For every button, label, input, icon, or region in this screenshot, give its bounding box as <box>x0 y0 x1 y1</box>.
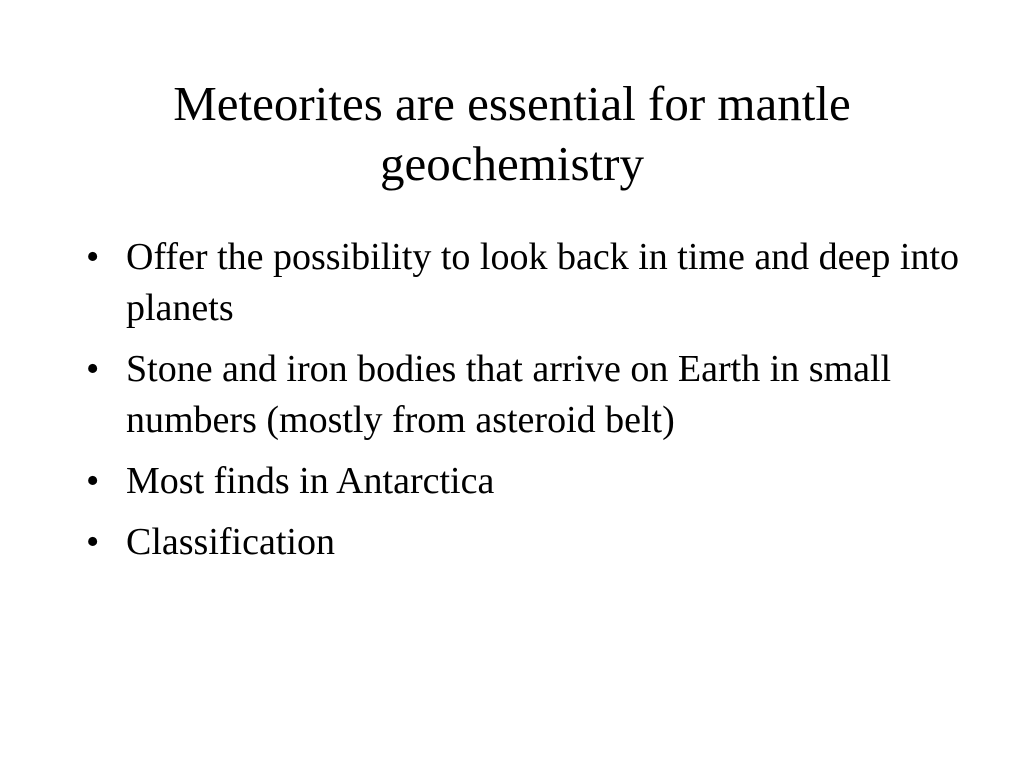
bullet-dot-icon: • <box>86 348 100 390</box>
bullet-dot-icon: • <box>86 521 100 563</box>
bullet-dot-icon: • <box>86 236 100 278</box>
bullet-item <box>84 344 964 446</box>
bullet-list <box>84 232 964 578</box>
bullet-item <box>84 232 964 334</box>
bullet-text: Most finds in Antarctica <box>126 460 495 502</box>
bullet-dot-icon: • <box>86 460 100 502</box>
bullet-text: Offer the possibility to look back in time and deep into planets <box>126 236 960 329</box>
bullet-text: Classification <box>126 521 335 563</box>
bullet-item <box>84 517 964 568</box>
bullet-text: Stone and iron bodies that arrive on Earth in small numbers (mostly from asteroid belt) <box>126 348 892 441</box>
slide-title: Meteorites are essential for mantle geochemistry <box>173 76 851 191</box>
bullet-item <box>84 456 964 507</box>
